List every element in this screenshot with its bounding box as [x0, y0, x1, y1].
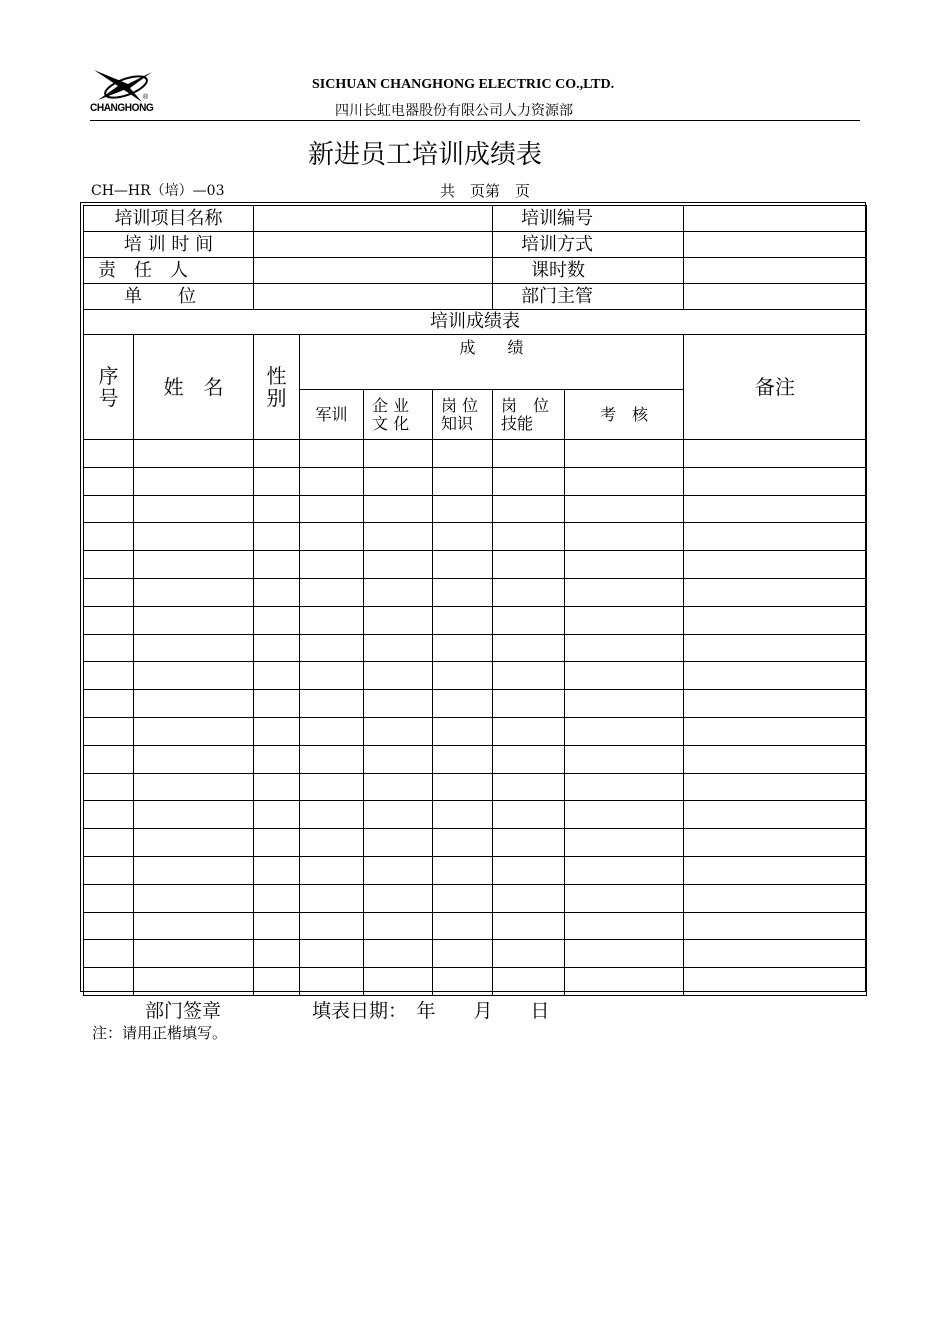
table-row — [84, 829, 867, 857]
table-cell[interactable] — [84, 745, 134, 773]
table-cell[interactable] — [84, 467, 134, 495]
table-cell[interactable] — [254, 856, 300, 884]
table-cell[interactable] — [254, 884, 300, 912]
table-cell[interactable] — [84, 578, 134, 606]
table-cell[interactable] — [493, 440, 565, 468]
table-row — [84, 773, 867, 801]
table-cell[interactable] — [493, 856, 565, 884]
table-cell[interactable] — [364, 829, 433, 857]
table-cell[interactable] — [254, 745, 300, 773]
table-cell[interactable] — [134, 690, 254, 718]
table-cell[interactable] — [254, 690, 300, 718]
table-cell[interactable] — [493, 801, 565, 829]
table-row — [84, 440, 867, 468]
value-project-name[interactable] — [254, 206, 493, 232]
table-cell[interactable] — [84, 634, 134, 662]
table-cell[interactable] — [684, 884, 867, 912]
table-row — [84, 745, 867, 773]
score-rows — [84, 440, 867, 996]
table-cell[interactable] — [84, 829, 134, 857]
table-cell[interactable] — [364, 467, 433, 495]
value-class-hours[interactable] — [684, 258, 867, 284]
table-row — [84, 717, 867, 745]
header-name: 姓 名 — [134, 335, 254, 440]
table-cell[interactable] — [300, 578, 364, 606]
table-cell[interactable] — [134, 662, 254, 690]
value-training-method[interactable] — [684, 232, 867, 258]
table-cell[interactable] — [254, 829, 300, 857]
table-cell[interactable] — [433, 495, 493, 523]
table-cell[interactable] — [684, 745, 867, 773]
table-cell[interactable] — [84, 440, 134, 468]
table-row — [84, 912, 867, 940]
brand-name: CHANGHONG — [90, 102, 154, 114]
table-cell[interactable] — [254, 717, 300, 745]
table-cell[interactable] — [433, 801, 493, 829]
table-cell[interactable] — [493, 912, 565, 940]
label-dept-supervisor: 部门主管 — [493, 284, 684, 310]
table-cell[interactable] — [84, 912, 134, 940]
table-cell[interactable] — [684, 968, 867, 996]
table-cell[interactable] — [134, 440, 254, 468]
table-cell[interactable] — [364, 801, 433, 829]
table-cell[interactable] — [364, 912, 433, 940]
table-cell[interactable] — [300, 745, 364, 773]
table-cell[interactable] — [565, 773, 684, 801]
table-cell[interactable] — [134, 606, 254, 634]
value-unit[interactable] — [254, 284, 493, 310]
table-cell[interactable] — [134, 912, 254, 940]
table-cell[interactable] — [254, 495, 300, 523]
table-cell[interactable] — [300, 551, 364, 579]
table-row — [84, 606, 867, 634]
table-cell[interactable] — [84, 690, 134, 718]
table-cell[interactable] — [300, 829, 364, 857]
table-cell[interactable] — [565, 690, 684, 718]
table-cell[interactable] — [300, 634, 364, 662]
table-cell[interactable] — [134, 578, 254, 606]
table-cell[interactable] — [300, 690, 364, 718]
registered-mark: ® — [143, 94, 149, 101]
table-cell[interactable] — [684, 578, 867, 606]
table-row — [84, 467, 867, 495]
table-row — [84, 634, 867, 662]
table-cell[interactable] — [254, 606, 300, 634]
table-cell[interactable] — [684, 523, 867, 551]
table-row — [84, 856, 867, 884]
table-cell[interactable] — [493, 884, 565, 912]
table-cell[interactable] — [134, 829, 254, 857]
table-cell[interactable] — [684, 912, 867, 940]
table-cell[interactable] — [433, 467, 493, 495]
table-cell[interactable] — [565, 634, 684, 662]
table-cell[interactable] — [565, 856, 684, 884]
label-unit: 单 位 — [84, 284, 254, 310]
header-job-knowledge: 岗 位 知识 — [433, 390, 493, 440]
table-cell[interactable] — [433, 662, 493, 690]
table-cell[interactable] — [134, 968, 254, 996]
table-cell[interactable] — [84, 940, 134, 968]
info-row-4 — [84, 284, 867, 310]
table-cell[interactable] — [565, 884, 684, 912]
table-cell[interactable] — [364, 662, 433, 690]
table-cell[interactable] — [364, 717, 433, 745]
header-scores: 成 绩 — [300, 335, 684, 390]
table-cell[interactable] — [134, 495, 254, 523]
table-cell[interactable] — [300, 856, 364, 884]
table-cell[interactable] — [254, 662, 300, 690]
page-count: 共 页第 页 — [440, 182, 531, 200]
table-cell[interactable] — [433, 634, 493, 662]
table-cell[interactable] — [684, 801, 867, 829]
table-cell[interactable] — [565, 940, 684, 968]
table-cell[interactable] — [433, 690, 493, 718]
table-cell[interactable] — [364, 884, 433, 912]
table-cell[interactable] — [565, 606, 684, 634]
table-cell[interactable] — [433, 773, 493, 801]
table-cell[interactable] — [364, 690, 433, 718]
table-cell[interactable] — [254, 773, 300, 801]
info-row-1 — [84, 206, 867, 232]
table-cell[interactable] — [565, 440, 684, 468]
table-cell[interactable] — [433, 523, 493, 551]
table-cell[interactable] — [134, 745, 254, 773]
table-cell[interactable] — [433, 745, 493, 773]
table-cell[interactable] — [300, 773, 364, 801]
table-cell[interactable] — [300, 717, 364, 745]
table-cell[interactable] — [684, 634, 867, 662]
table-cell[interactable] — [84, 495, 134, 523]
table-cell[interactable] — [134, 773, 254, 801]
table-cell[interactable] — [493, 773, 565, 801]
table-cell[interactable] — [254, 634, 300, 662]
table-cell[interactable] — [684, 495, 867, 523]
label-class-hours: 课时数 — [493, 258, 684, 284]
table-cell[interactable] — [565, 801, 684, 829]
table-cell[interactable] — [684, 606, 867, 634]
table-cell[interactable] — [565, 495, 684, 523]
header-remarks: 备注 — [684, 335, 867, 440]
table-subtitle: 培训成绩表 — [84, 310, 867, 335]
table-cell[interactable] — [84, 801, 134, 829]
table-cell[interactable] — [493, 745, 565, 773]
table-cell[interactable] — [493, 606, 565, 634]
table-cell[interactable] — [84, 662, 134, 690]
table-cell[interactable] — [493, 551, 565, 579]
table-cell[interactable] — [364, 578, 433, 606]
table-cell[interactable] — [433, 717, 493, 745]
table-cell[interactable] — [684, 690, 867, 718]
table-cell[interactable] — [493, 495, 565, 523]
table-cell[interactable] — [300, 940, 364, 968]
header-job-skills: 岗 位 技能 — [493, 390, 565, 440]
table-cell[interactable] — [565, 523, 684, 551]
table-cell[interactable] — [364, 940, 433, 968]
table-cell[interactable] — [300, 606, 364, 634]
table-cell[interactable] — [300, 968, 364, 996]
fill-date-label: 填表日期： 年 月 日 — [312, 1000, 550, 1022]
table-cell[interactable] — [300, 523, 364, 551]
table-cell[interactable] — [684, 940, 867, 968]
table-cell[interactable] — [300, 440, 364, 468]
table-cell[interactable] — [493, 662, 565, 690]
table-cell[interactable] — [684, 662, 867, 690]
table-cell[interactable] — [254, 912, 300, 940]
table-cell[interactable] — [134, 940, 254, 968]
company-name-english: SICHUAN CHANGHONG ELECTRIC CO.,LTD. — [312, 77, 615, 92]
table-cell[interactable] — [134, 856, 254, 884]
value-dept-supervisor[interactable] — [684, 284, 867, 310]
changhong-emblem-icon — [90, 62, 160, 106]
value-training-time[interactable] — [254, 232, 493, 258]
table-cell[interactable] — [84, 551, 134, 579]
value-responsible[interactable] — [254, 258, 493, 284]
table-cell[interactable] — [84, 606, 134, 634]
table-cell[interactable] — [493, 467, 565, 495]
table-cell[interactable] — [254, 801, 300, 829]
table-cell[interactable] — [433, 829, 493, 857]
table-cell[interactable] — [134, 801, 254, 829]
table-row — [84, 495, 867, 523]
column-header-row — [84, 335, 867, 390]
table-cell[interactable] — [254, 467, 300, 495]
form-note: 注：请用正楷填写。 — [92, 1024, 228, 1042]
label-project-name: 培训项目名称 — [84, 206, 254, 232]
table-cell[interactable] — [364, 523, 433, 551]
table-cell[interactable] — [364, 634, 433, 662]
info-row-3 — [84, 258, 867, 284]
table-row — [84, 801, 867, 829]
table-cell[interactable] — [134, 523, 254, 551]
table-cell[interactable] — [300, 912, 364, 940]
table-cell[interactable] — [134, 467, 254, 495]
table-cell[interactable] — [134, 551, 254, 579]
table-cell[interactable] — [433, 940, 493, 968]
table-cell[interactable] — [364, 968, 433, 996]
table-cell[interactable] — [84, 523, 134, 551]
table-cell[interactable] — [300, 884, 364, 912]
table-cell[interactable] — [254, 940, 300, 968]
table-subtitle-row — [84, 310, 867, 335]
header-divider — [90, 120, 860, 121]
header-gender: 性别 — [254, 335, 300, 440]
table-cell[interactable] — [364, 495, 433, 523]
table-cell[interactable] — [684, 440, 867, 468]
table-row — [84, 884, 867, 912]
table-cell[interactable] — [134, 884, 254, 912]
table-cell[interactable] — [493, 634, 565, 662]
table-row — [84, 551, 867, 579]
dept-seal-label: 部门签章 — [145, 1000, 222, 1022]
table-row — [84, 523, 867, 551]
header-military-training: 军训 — [300, 390, 364, 440]
table-cell[interactable] — [433, 968, 493, 996]
table-cell[interactable] — [134, 634, 254, 662]
table-row — [84, 662, 867, 690]
label-responsible: 责 任 人 — [84, 258, 254, 284]
table-cell[interactable] — [364, 856, 433, 884]
table-cell[interactable] — [493, 578, 565, 606]
table-cell[interactable] — [433, 912, 493, 940]
label-training-time: 培 训 时 间 — [84, 232, 254, 258]
table-cell[interactable] — [300, 467, 364, 495]
table-row — [84, 690, 867, 718]
table-cell[interactable] — [364, 745, 433, 773]
table-cell[interactable] — [565, 578, 684, 606]
table-cell[interactable] — [684, 717, 867, 745]
table-cell[interactable] — [254, 578, 300, 606]
training-score-form — [83, 205, 867, 996]
table-cell[interactable] — [433, 551, 493, 579]
table-cell[interactable] — [84, 773, 134, 801]
table-cell[interactable] — [84, 856, 134, 884]
table-row — [84, 578, 867, 606]
table-cell[interactable] — [364, 440, 433, 468]
table-row — [84, 968, 867, 996]
table-cell[interactable] — [300, 801, 364, 829]
table-cell[interactable] — [84, 968, 134, 996]
value-training-number[interactable] — [684, 206, 867, 232]
table-cell[interactable] — [364, 773, 433, 801]
table-cell[interactable] — [493, 717, 565, 745]
table-cell[interactable] — [565, 467, 684, 495]
table-cell[interactable] — [433, 606, 493, 634]
header-corporate-culture: 企 业 文 化 — [364, 390, 433, 440]
table-cell[interactable] — [684, 551, 867, 579]
table-cell[interactable] — [565, 662, 684, 690]
header-seq: 序号 — [84, 335, 134, 440]
table-cell[interactable] — [493, 523, 565, 551]
table-cell[interactable] — [254, 968, 300, 996]
table-cell[interactable] — [565, 717, 684, 745]
company-logo — [90, 62, 165, 122]
table-cell[interactable] — [565, 829, 684, 857]
table-cell[interactable] — [493, 690, 565, 718]
page-title: 新进员工培训成绩表 — [307, 140, 542, 170]
table-cell[interactable] — [433, 578, 493, 606]
table-cell[interactable] — [433, 884, 493, 912]
table-cell[interactable] — [254, 551, 300, 579]
table-cell[interactable] — [364, 606, 433, 634]
table-cell[interactable] — [433, 440, 493, 468]
label-training-method: 培训方式 — [493, 232, 684, 258]
company-name-chinese: 四川长虹电器股份有限公司人力资源部 — [335, 103, 573, 119]
table-cell[interactable] — [565, 745, 684, 773]
table-cell[interactable] — [84, 717, 134, 745]
table-cell[interactable] — [684, 773, 867, 801]
table-cell[interactable] — [300, 662, 364, 690]
label-training-number: 培训编号 — [493, 206, 684, 232]
table-cell[interactable] — [493, 940, 565, 968]
table-cell[interactable] — [684, 467, 867, 495]
table-cell[interactable] — [493, 968, 565, 996]
table-cell[interactable] — [433, 856, 493, 884]
document-code: CH—HR（培）—03 — [91, 183, 225, 199]
table-cell[interactable] — [565, 968, 684, 996]
table-row — [84, 940, 867, 968]
table-cell[interactable] — [684, 829, 867, 857]
table-cell[interactable] — [364, 551, 433, 579]
table-cell[interactable] — [565, 912, 684, 940]
table-cell[interactable] — [565, 551, 684, 579]
table-cell[interactable] — [254, 440, 300, 468]
table-cell[interactable] — [684, 856, 867, 884]
info-row-2 — [84, 232, 867, 258]
table-cell[interactable] — [134, 717, 254, 745]
table-cell[interactable] — [254, 523, 300, 551]
table-cell[interactable] — [300, 495, 364, 523]
table-cell[interactable] — [493, 829, 565, 857]
table-cell[interactable] — [84, 884, 134, 912]
header-assessment: 考 核 — [565, 390, 684, 440]
